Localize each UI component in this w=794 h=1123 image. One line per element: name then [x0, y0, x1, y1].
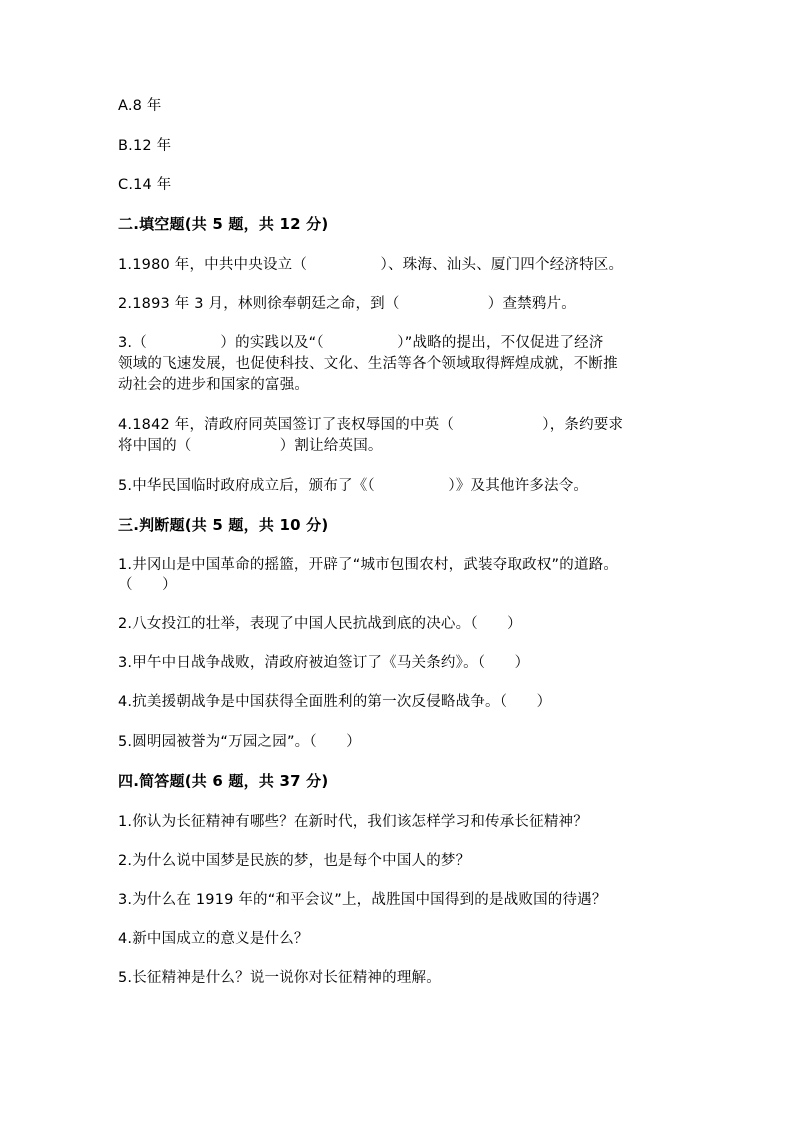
- short-answer-question-1: 1.你认为长征精神有哪些？在新时代，我们该怎样学习和传承长征精神？: [118, 814, 588, 830]
- fill-in-question-4-line-2: 将中国的（ ）割让给英国。: [118, 438, 383, 454]
- option-b: B.12 年: [118, 138, 172, 154]
- section-heading-short-answer: 四.简答题(共 6 题，共 37 分): [118, 772, 329, 790]
- option-a: A.8 年: [118, 98, 162, 114]
- section-heading-fill-in: 二.填空题(共 5 题，共 12 分): [118, 215, 329, 233]
- fill-in-question-4-line-1: 4.1842 年，清政府同英国签订了丧权辱国的中英（ ），条约要求: [118, 417, 624, 433]
- fill-in-question-3-line-1: 3.（ ）的实践以及“（ ）”战略的提出，不仅促进了经济: [118, 335, 604, 351]
- short-answer-question-5: 5.长征精神是什么？说一说你对长征精神的理解。: [118, 970, 441, 986]
- short-answer-question-3: 3.为什么在 1919 年的“和平会议”上，战胜国中国得到的是战败国的待遇？: [118, 892, 607, 908]
- fill-in-question-5: 5.中华民国临时政府成立后，颁布了《（ ）》及其他许多法令。: [118, 478, 589, 494]
- short-answer-question-4: 4.新中国成立的意义是什么？: [118, 931, 309, 947]
- true-false-question-4: 4.抗美援朝战争是中国获得全面胜利的第一次反侵略战争。（ ）: [118, 694, 552, 710]
- true-false-question-1-line-1: 1.井冈山是中国革命的摇篮，开辟了“城市包围农村，武装夺取政权”的道路。: [118, 557, 619, 573]
- fill-in-question-3-line-3: 动社会的进步和国家的富强。: [118, 377, 310, 393]
- fill-in-question-2: 2.1893 年 3 月，林则徐奉朝廷之命，到（ ）查禁鸦片。: [118, 296, 576, 312]
- section-heading-true-false: 三.判断题(共 5 题，共 10 分): [118, 516, 329, 534]
- option-c: C.14 年: [118, 177, 172, 193]
- fill-in-question-1: 1.1980 年，中共中央设立（ ）、珠海、汕头、厦门四个经济特区。: [118, 257, 624, 273]
- short-answer-question-2: 2.为什么说中国梦是民族的梦，也是每个中国人的梦？: [118, 853, 471, 869]
- true-false-question-3: 3.甲午中日战争战败，清政府被迫签订了《马关条约》。（ ）: [118, 655, 530, 671]
- fill-in-question-3-line-2: 领域的飞速发展，也促使科技、文化、生活等各个领域取得辉煌成就，不断推: [118, 356, 618, 372]
- true-false-question-5: 5.圆明园被誉为“万园之园”。（ ）: [118, 734, 361, 750]
- true-false-question-2: 2.八女投江的壮举，表现了中国人民抗战到底的决心。（ ）: [118, 616, 522, 632]
- true-false-question-1-line-2: （ ）: [118, 577, 177, 593]
